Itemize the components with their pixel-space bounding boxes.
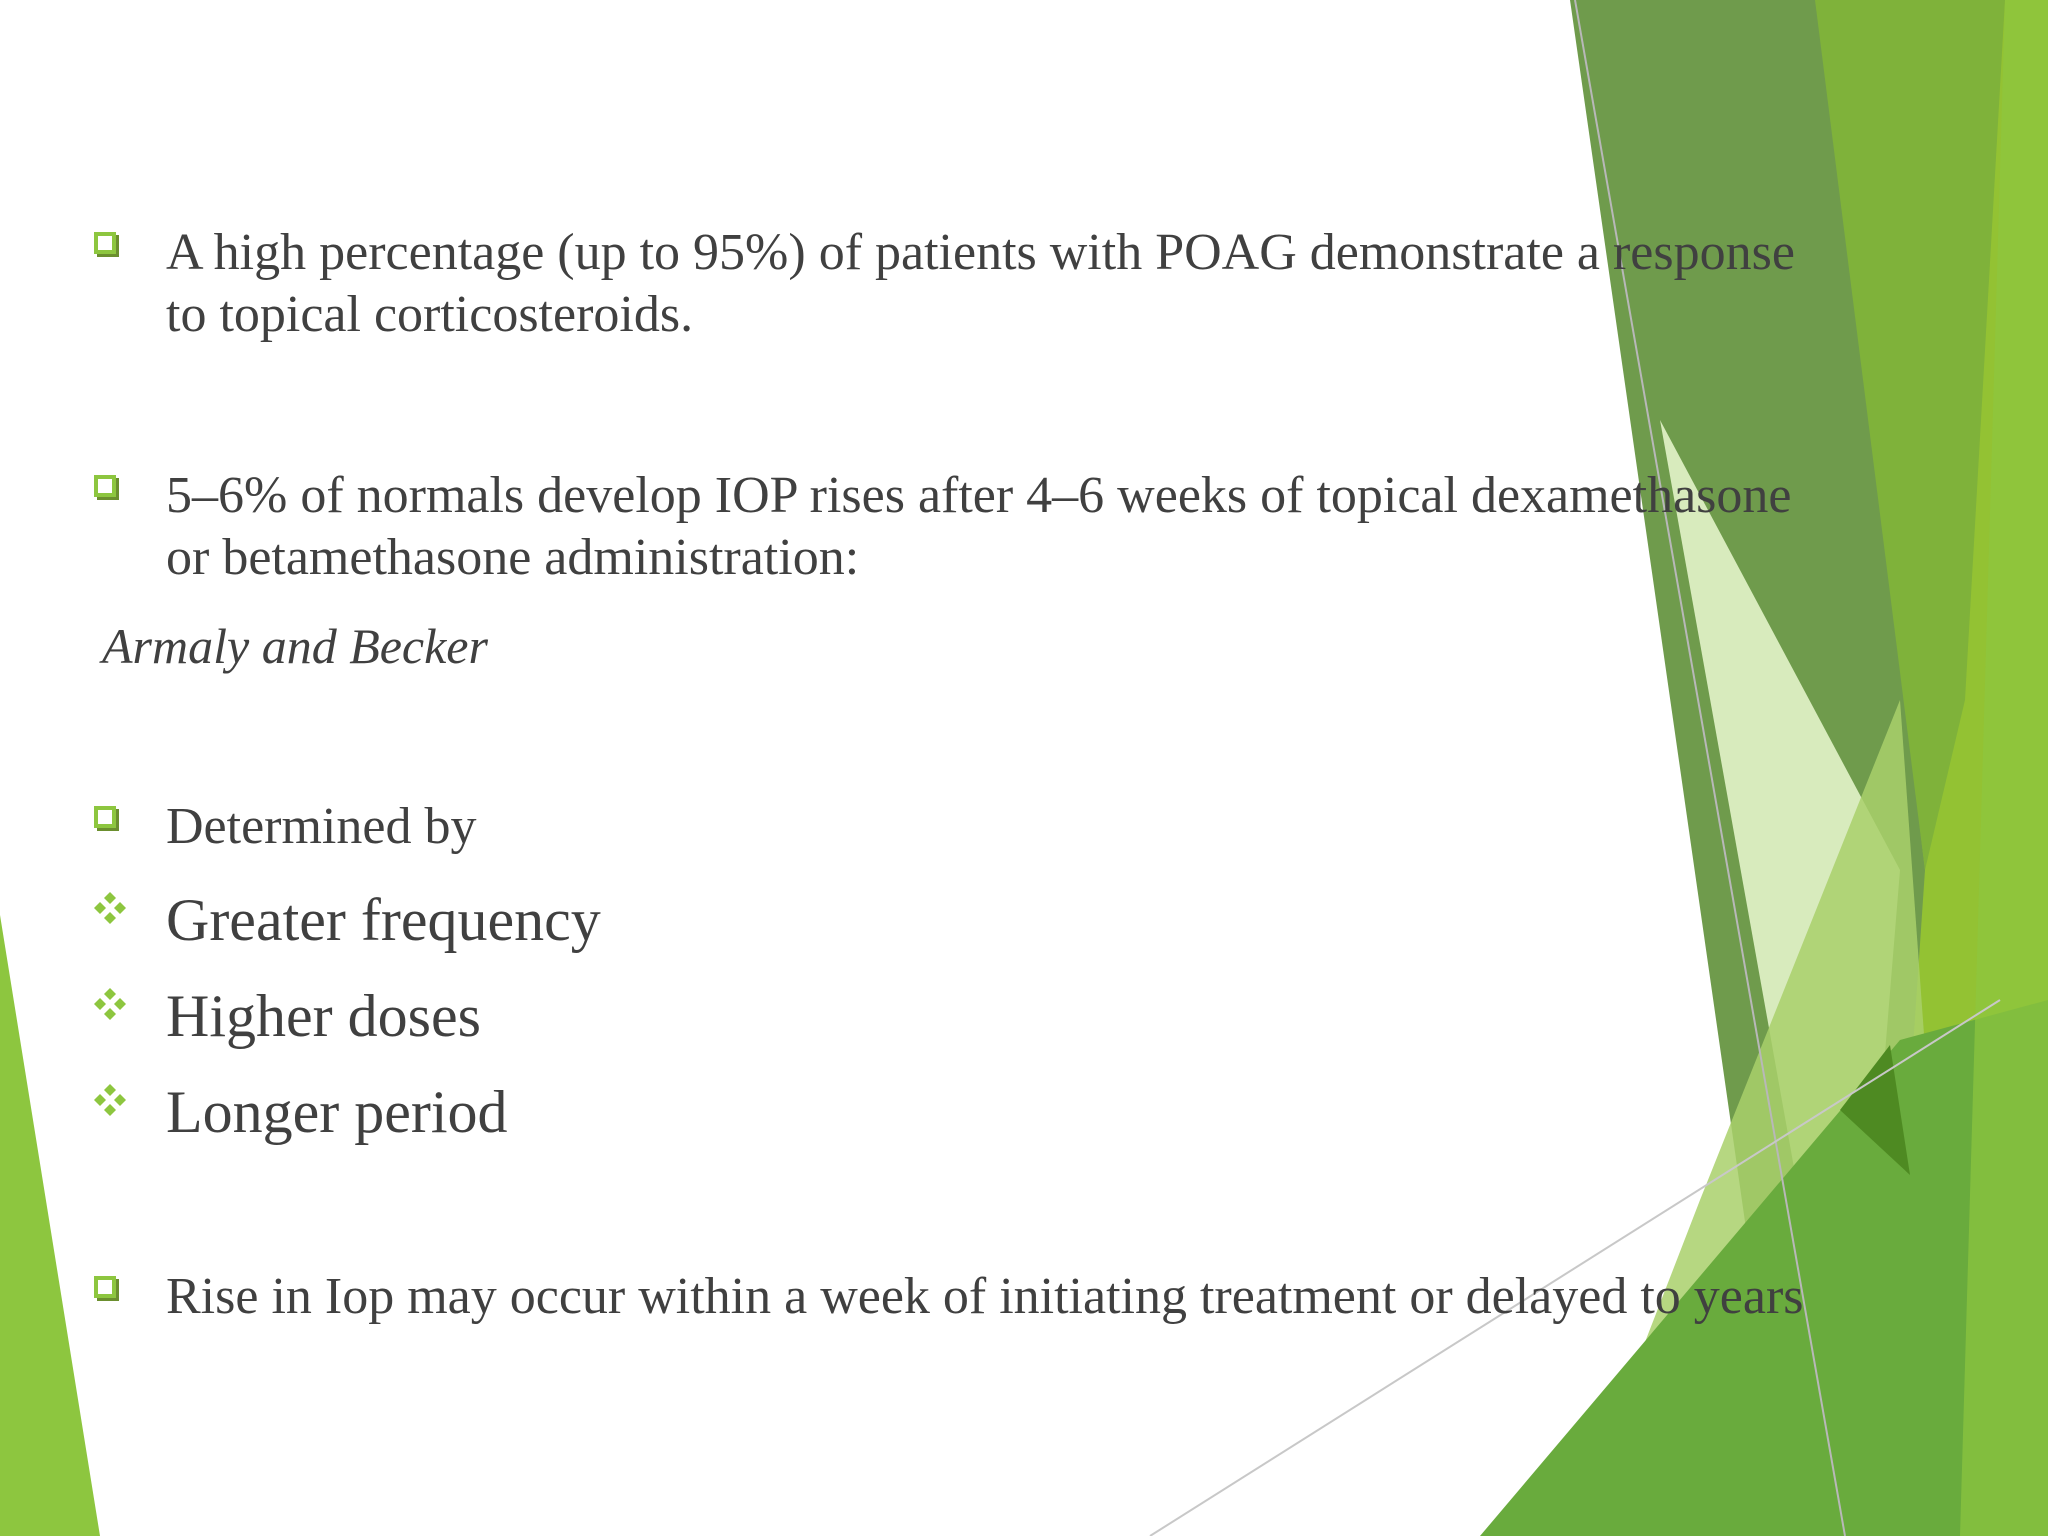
bullet-1-line-2: to topical corticosteroids.: [166, 286, 694, 343]
sub-item-text-2: Higher doses: [166, 983, 481, 1049]
sub-item-2: [92, 980, 1992, 1052]
bullet-text-1: [166, 222, 1795, 346]
citation-text: Armaly and Becker: [102, 618, 488, 674]
sub-item-text-1: Greater frequency: [166, 887, 601, 953]
bullet-2-line-2: or betamethasone administration:: [166, 529, 860, 586]
determined-by-heading: Determined by: [166, 798, 477, 855]
sub-item-text-3: Longer period: [166, 1079, 508, 1145]
bullet-item-determined-by: [92, 796, 1992, 858]
bullet-item-2: [92, 465, 1992, 589]
sub-item-3: [92, 1076, 1992, 1148]
bullet-item-last: [92, 1266, 1992, 1328]
bullet-text-2: [166, 465, 1791, 589]
bullet-1-line-1: A high percentage (up to 95%) of patients with POAG demonstrate a response: [166, 224, 1795, 281]
last-bullet-text: Rise in Iop may occur within a week of initiating treatment or delayed to years: [166, 1268, 1804, 1325]
sub-item-1: [92, 884, 1992, 956]
bullet-2-line-1: 5–6% of normals develop IOP rises after 4–6 weeks of topical dexamethasone: [166, 467, 1792, 524]
bullet-item-1: [92, 222, 1992, 346]
